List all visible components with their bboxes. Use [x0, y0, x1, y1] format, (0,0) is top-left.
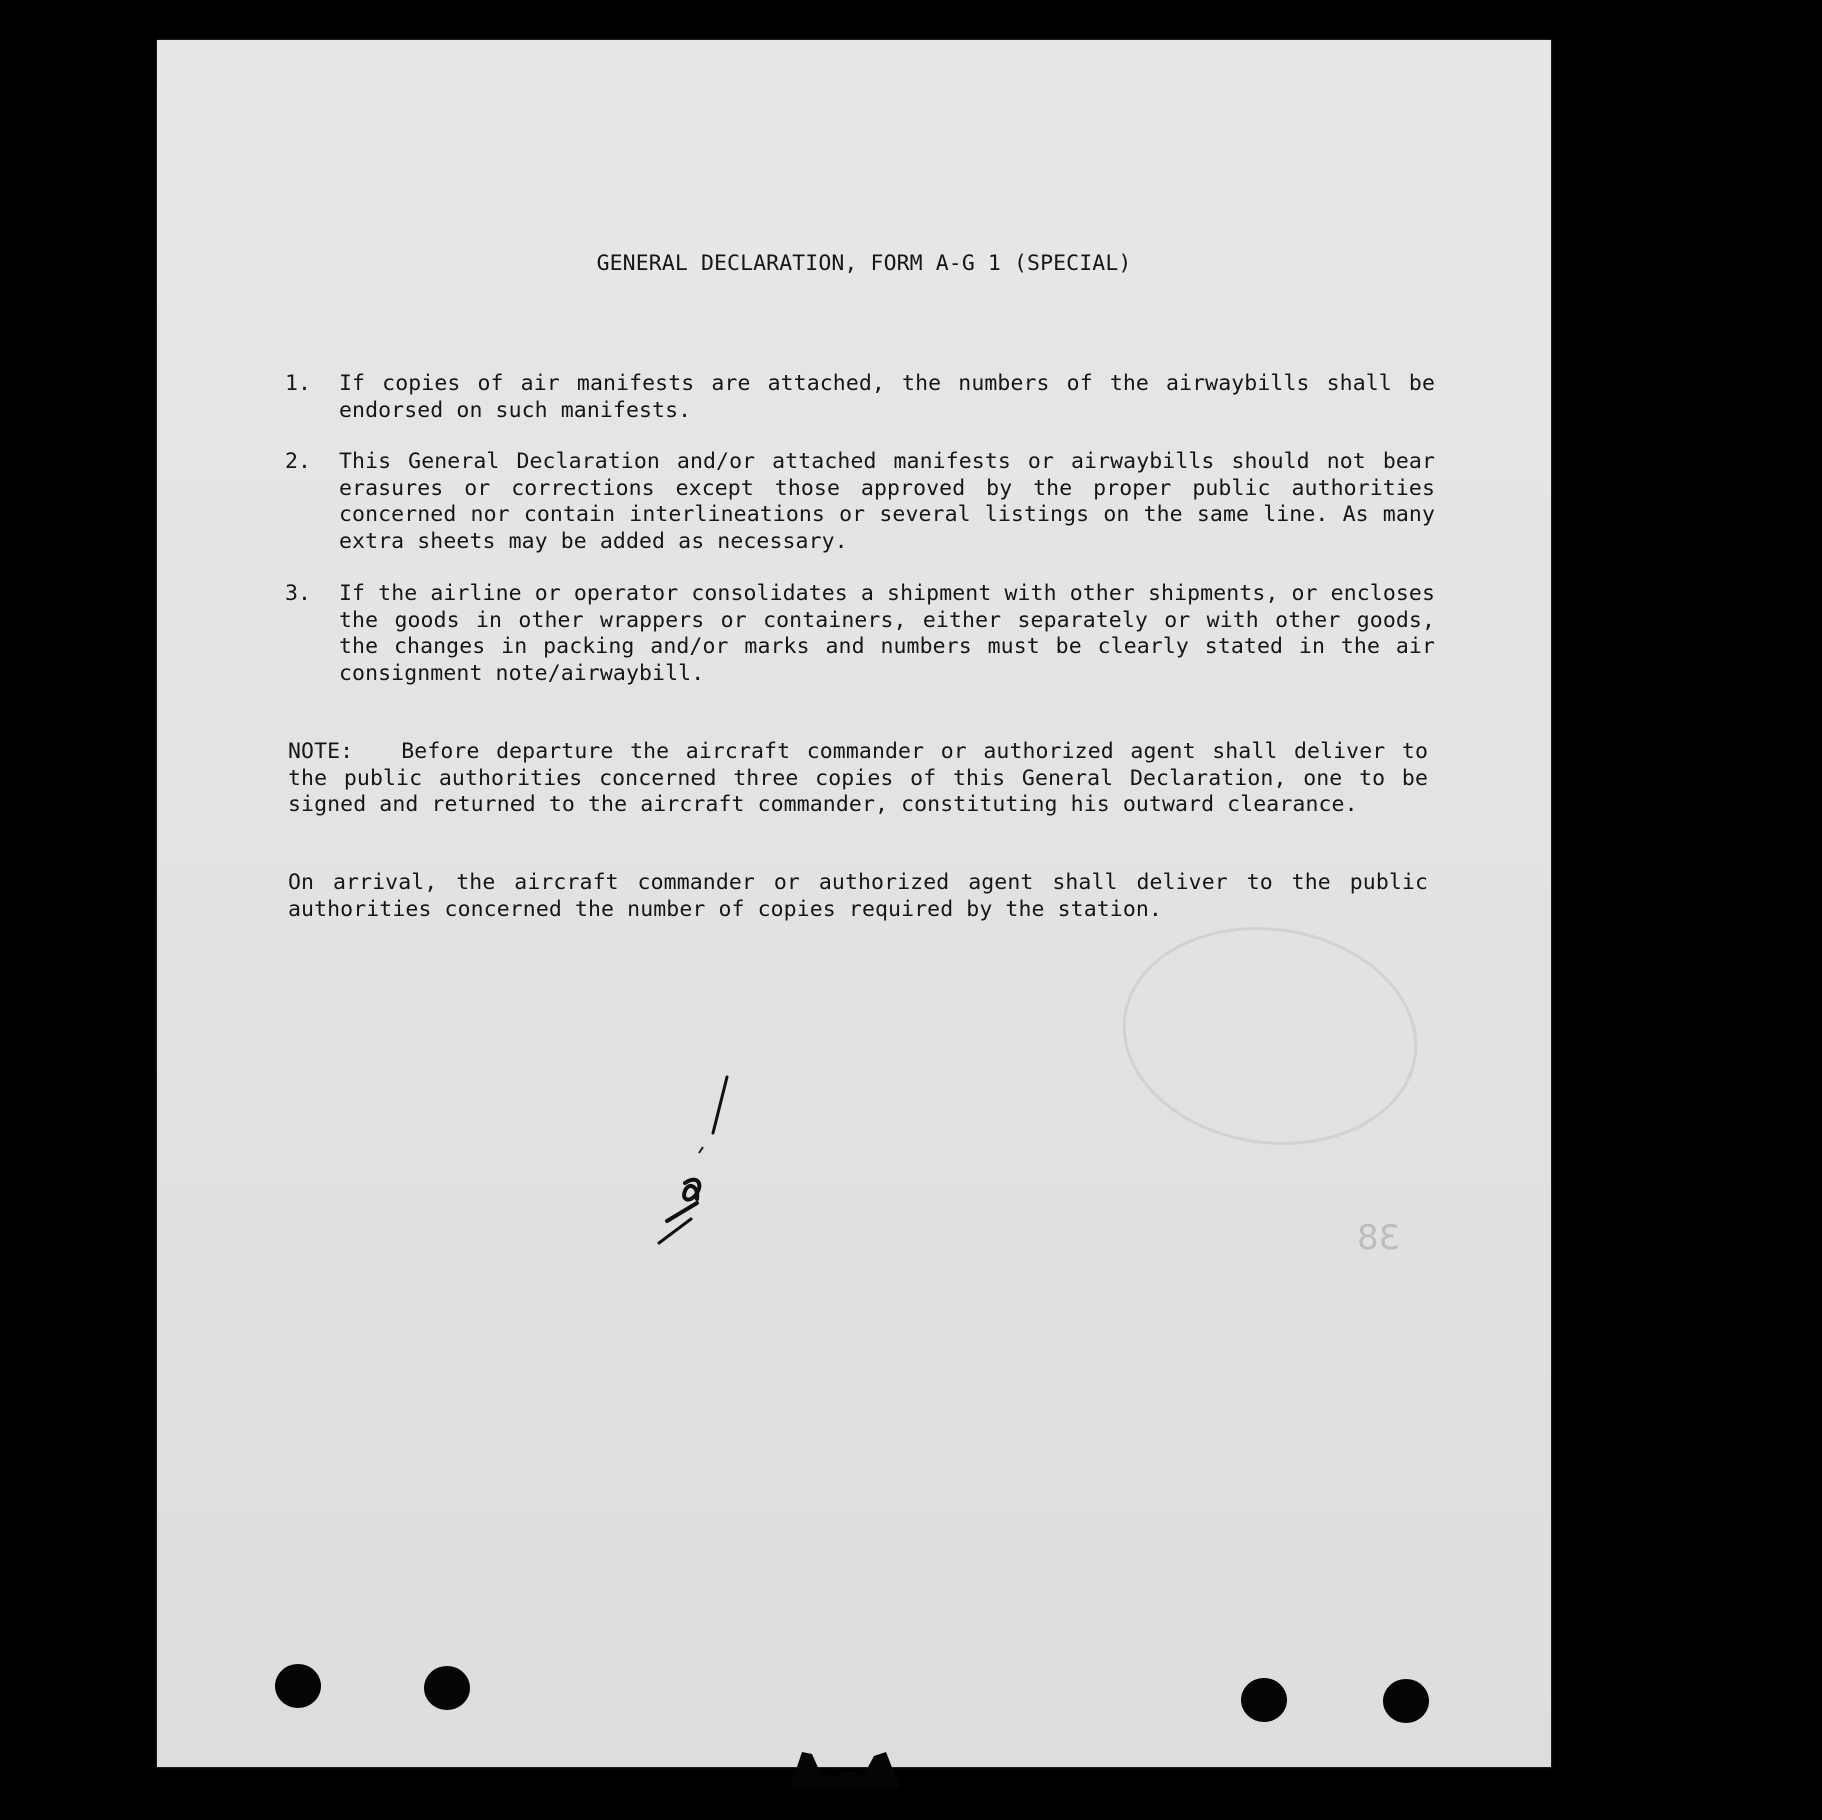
note-paragraph	[288, 739, 1428, 819]
item-text: This General Declaration and/or attached manifests or airwaybills should not bear erasures or corrections except those approved by the proper public authorities concerned nor contain interlineations or several listings on the same line. As many extra sheets may be added as necessary.	[339, 449, 1435, 554]
item-text: If the airline or operator consolidates a shipment with other shipments, or encloses the goods in other wrappers or containers, either separately or with other goods, the changes in packing and/or marks and numbers must be clearly stated in the air consignment note/airwaybill.	[339, 581, 1435, 686]
item-number: 1.	[285, 371, 312, 396]
note-label: NOTE:	[288, 739, 354, 764]
torn-edge	[790, 1748, 900, 1788]
punch-hole	[1383, 1679, 1429, 1723]
declaration-item-3	[285, 581, 1435, 687]
document-page	[157, 40, 1551, 1767]
faint-number: 38	[1357, 1218, 1401, 1258]
declaration-item-1	[285, 371, 1435, 424]
item-number: 2.	[285, 449, 312, 474]
punch-hole	[275, 1664, 321, 1708]
item-number: 3.	[285, 581, 312, 606]
handwritten-mark	[647, 1075, 747, 1245]
punch-hole	[424, 1666, 470, 1710]
document-title: GENERAL DECLARATION, FORM A-G 1 (SPECIAL)	[596, 251, 1132, 276]
punch-hole	[1241, 1678, 1287, 1722]
faint-stamp	[1108, 908, 1431, 1163]
arrival-paragraph: On arrival, the aircraft commander or authorized agent shall deliver to the public authorities concerned the number of copies required by the station.	[288, 870, 1428, 922]
declaration-item-2	[285, 449, 1435, 555]
note-text: Before departure the aircraft commander or authorized agent shall deliver to the public authorities concerned three copies of this General Declaration, one to be signed and returned to the aircraft commander, constituting his outward clearance.	[288, 739, 1428, 817]
item-text: If copies of air manifests are attached, the numbers of the airwaybills shall be endorsed on such manifests.	[339, 371, 1435, 423]
